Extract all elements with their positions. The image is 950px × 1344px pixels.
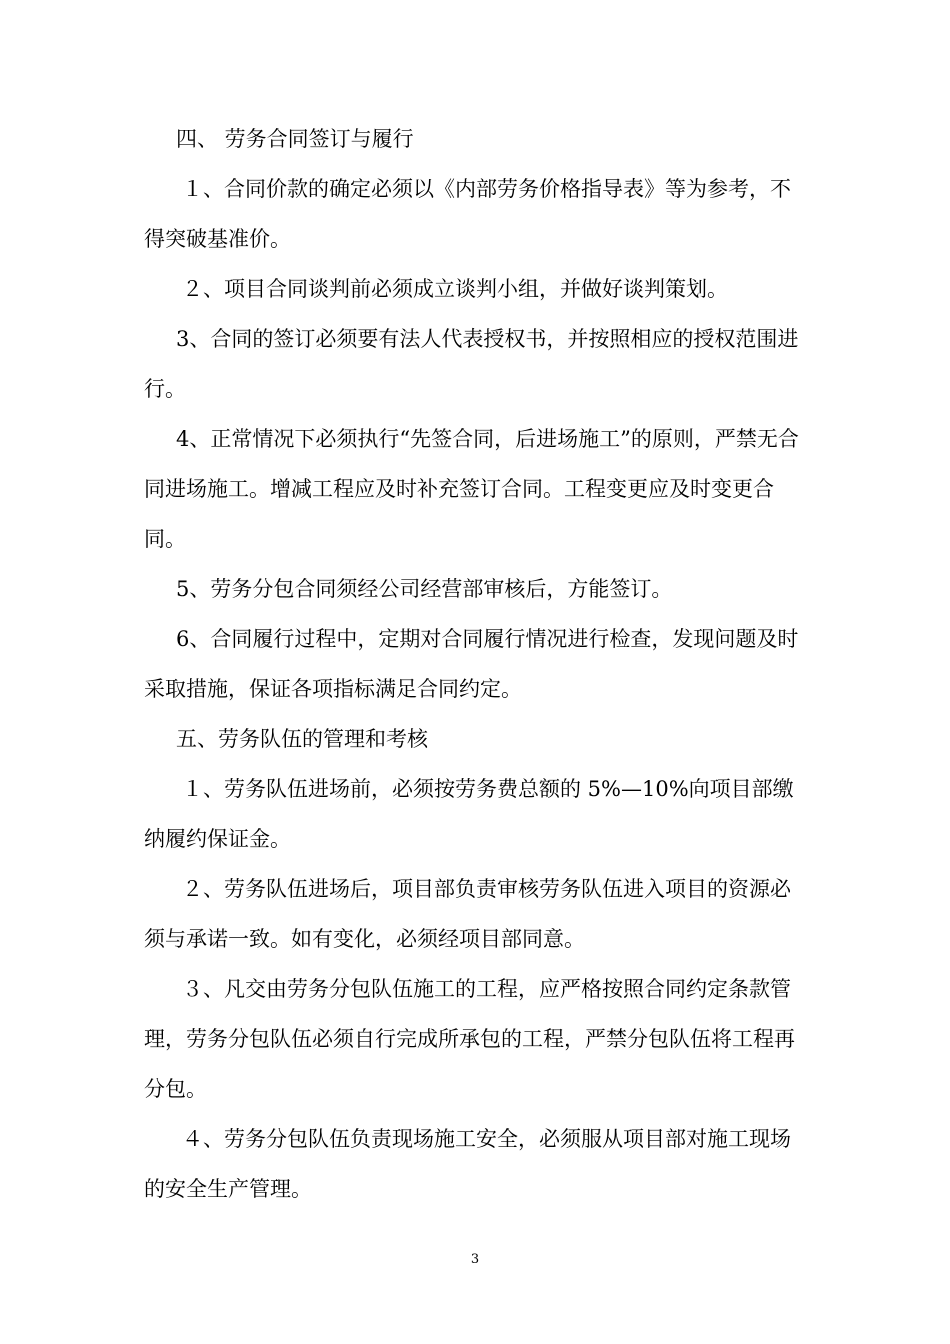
paragraph-4-5: 5、劳务分包合同须经公司经营部审核后，方能签订。	[176, 577, 673, 601]
paragraph-5-1: １、劳务队伍进场前，必须按劳务费总额的 5%—10%向项目部缴纳履约保证金。	[144, 777, 794, 851]
paragraph-4-2: ２、项目合同谈判前必须成立谈判小组，并做好谈判策划。	[182, 277, 728, 301]
paragraph-5-3: ３、凡交由劳务分包队伍施工的工程，应严格按照合同约定条款管理，劳务分包队伍必须自行完成所承包的工程，严禁分包队伍将工程再分包。	[144, 977, 795, 1101]
paragraph-5-4: ４、劳务分包队伍负责现场施工安全，必须服从项目部对施工现场的安全生产管理。	[144, 1127, 791, 1201]
document-body	[144, 114, 808, 1214]
page-number: 3	[470, 1252, 480, 1267]
section-heading-5: 五、劳务队伍的管理和考核	[176, 727, 428, 751]
section-heading-4: 四、 劳务合同签订与履行	[176, 127, 414, 151]
paragraph-4-1: １、合同价款的确定必须以《内部劳务价格指导表》等为参考，不得突破基准价。	[144, 177, 791, 251]
paragraph-5-2: ２、劳务队伍进场后，项目部负责审核劳务队伍进入项目的资源必须与承诺一致。如有变化，必须经项目部同意。	[144, 877, 791, 951]
paragraph-4-3: 3、合同的签订必须要有法人代表授权书，并按照相应的授权范围进行。	[144, 327, 799, 401]
paragraph-4-4: 4、正常情况下必须执行“先签合同，后进场施工”的原则，严禁无合同进场施工。增减工程应及时补充签订合同。工程变更应及时变更合同。	[144, 427, 799, 551]
paragraph-4-6: 6、合同履行过程中，定期对合同履行情况进行检查，发现问题及时采取措施，保证各项指标满足合同约定。	[144, 627, 799, 701]
